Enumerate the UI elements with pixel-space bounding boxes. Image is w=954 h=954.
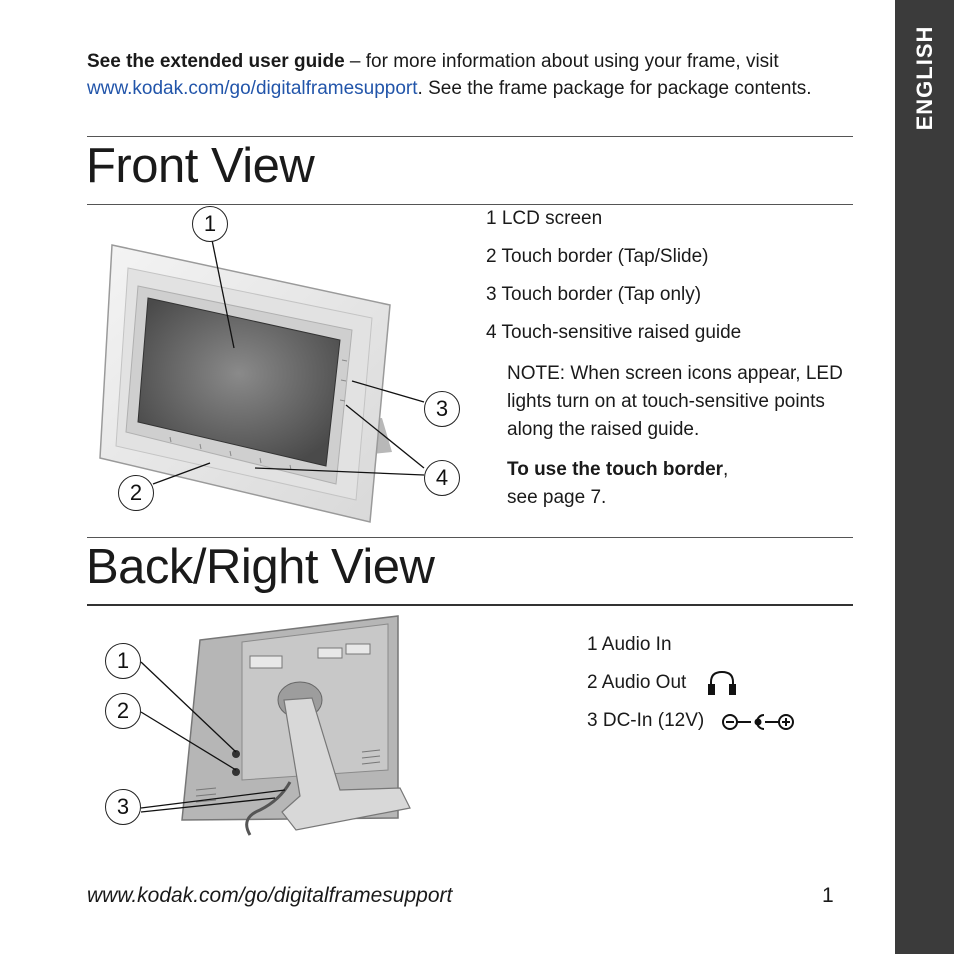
front-item-lcd: 1 LCD screen: [486, 208, 603, 229]
front-view-title: Front View: [86, 139, 315, 193]
back-frame-slot-1: [250, 656, 282, 668]
back-view-title: Back/Right View: [86, 540, 435, 594]
intro-text-1: – for more information about using your frame, visit: [344, 51, 779, 72]
touch-border-reference: [507, 456, 847, 512]
touch-border-bold: To use the touch border: [507, 459, 724, 480]
back-frame-slot-2: [318, 648, 342, 658]
back-view-list: [587, 633, 704, 747]
front-note: NOTE: When screen icons appear, LED lights turn on at touch-sensitive points along the raised guide.: [507, 363, 843, 440]
back-frame-slot-3: [346, 644, 370, 654]
intro-text-2: . See the frame package for package contents.: [417, 78, 812, 99]
back-item-dc-in: 3 DC-In (12V): [587, 710, 705, 731]
headphone-icon: [709, 672, 735, 694]
front-callout-4: 4: [424, 460, 460, 496]
back-callout-3: 3: [105, 789, 141, 825]
back-callout-2: 2: [105, 693, 141, 729]
rule-under-back: [87, 604, 853, 606]
front-callout-2: 2: [118, 475, 154, 511]
footer-support-url[interactable]: www.kodak.com/go/digitalframesupport: [87, 884, 453, 907]
back-callout-1: 1: [105, 643, 141, 679]
touch-border-comma: ,: [723, 459, 729, 480]
dc-polarity-icon: [723, 715, 793, 729]
back-item-audio-out: 2 Audio Out: [587, 672, 687, 693]
front-item-raised-guide: 4 Touch-sensitive raised guide: [486, 322, 742, 343]
front-callout-3: 3: [424, 391, 460, 427]
language-label: ENGLISH: [912, 25, 937, 131]
front-callout-1: 1: [192, 206, 228, 242]
audio-out-port: [232, 768, 240, 776]
back-item-audio-in: 1 Audio In: [587, 634, 672, 655]
front-item-touch-border-tap: 3 Touch border (Tap only): [486, 284, 702, 305]
front-item-touch-border-tap-slide: 2 Touch border (Tap/Slide): [486, 246, 709, 267]
support-link[interactable]: www.kodak.com/go/digitalframesupport: [87, 78, 418, 99]
front-view-list: [486, 207, 741, 359]
intro-bold-lead: See the extended user guide: [87, 51, 345, 72]
page-number: 1: [822, 884, 834, 907]
touch-border-page-ref: see page 7.: [507, 487, 607, 508]
